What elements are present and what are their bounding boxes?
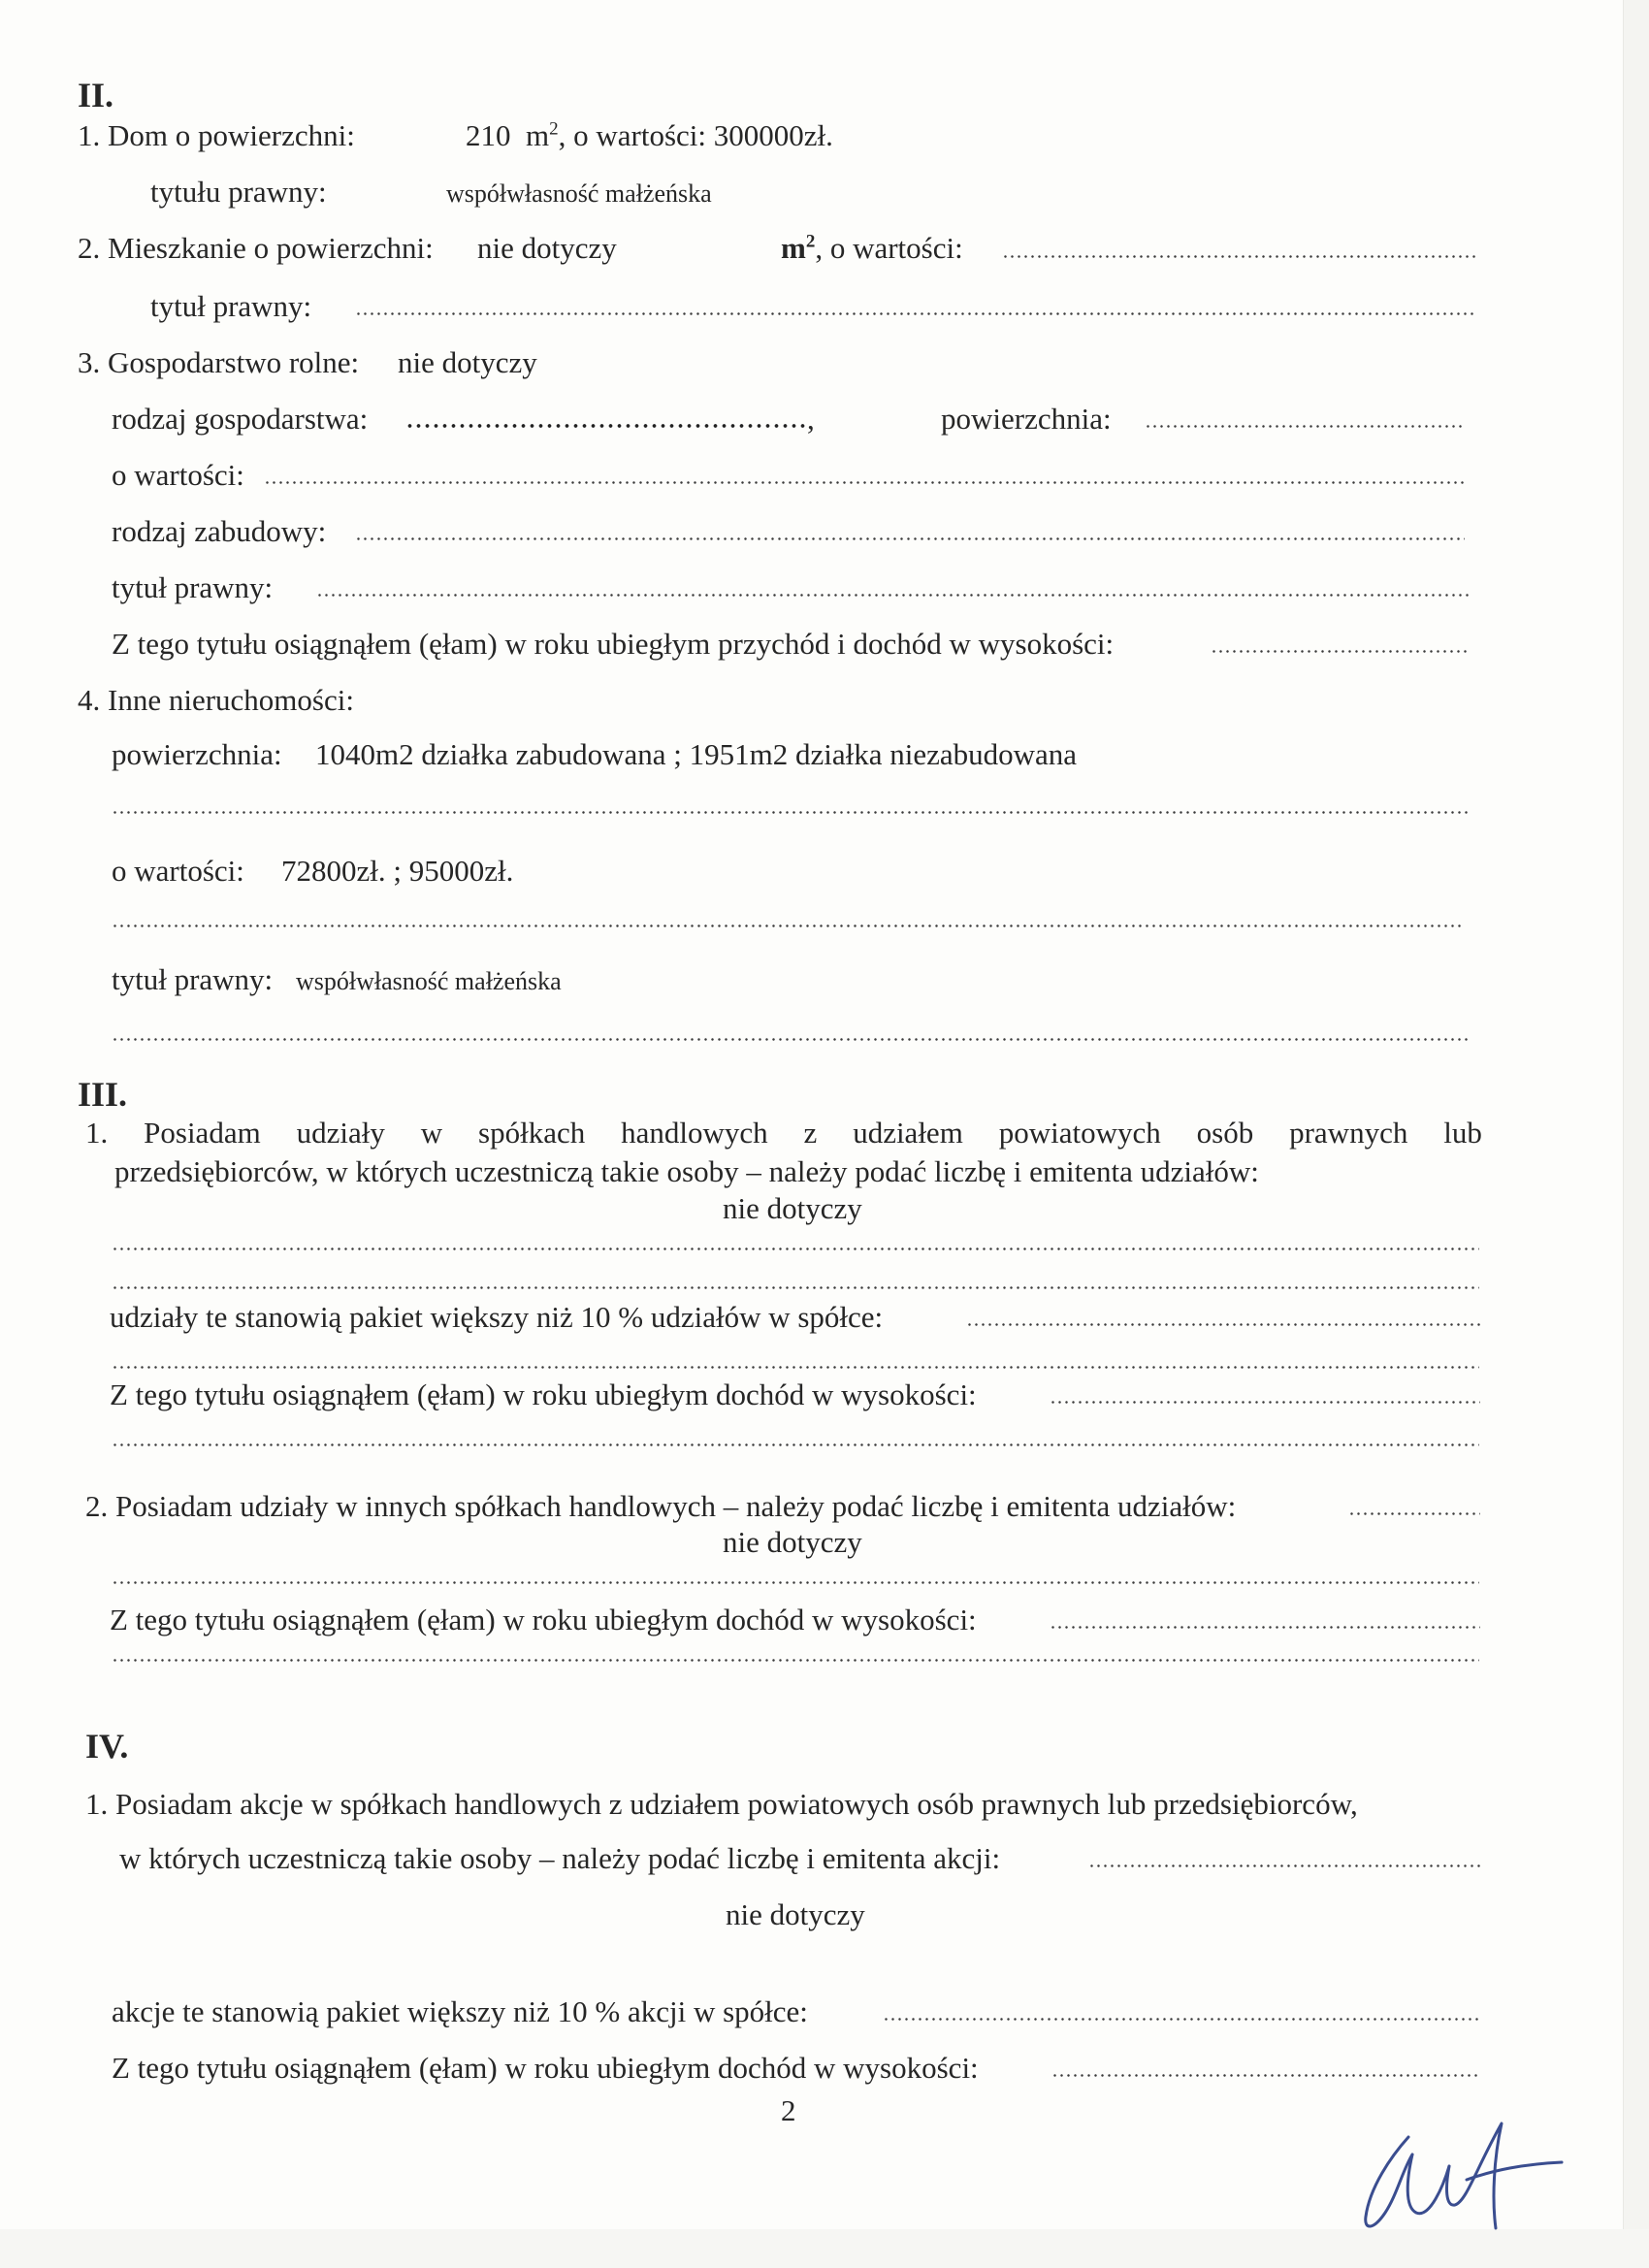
iii-q1-w11: lub — [1443, 1116, 1482, 1150]
flat-title-blank — [355, 312, 1476, 315]
iii-q1-package-label: udziały te stanowią pakiet większy niż 10 % udziałów w spółce: — [110, 1300, 884, 1334]
iii-q1-w2: udziały — [296, 1116, 385, 1150]
flat-unit-sup: 2 — [805, 231, 816, 252]
farm-value: nie dotyczy — [398, 345, 537, 379]
iii-q1-package-blank-2 — [112, 1366, 1479, 1369]
farm-kind-comma: , — [807, 402, 815, 436]
signature — [1348, 2110, 1571, 2241]
farm-build-blank — [355, 537, 1465, 540]
house-label: 1. Dom o powierzchni: — [78, 118, 355, 152]
farm-area-blank — [1145, 425, 1465, 428]
flat-value-label: , o wartości: — [815, 231, 963, 265]
flat-value-blank — [1002, 255, 1477, 258]
farm-build-label: rodzaj zabudowy: — [112, 514, 327, 548]
iv-q1-income-label: Z tego tytułu osiągnąłem (ęłam) w roku ubiegłym dochód w wysokości: — [112, 2051, 979, 2085]
iii-q1-income-label: Z tego tytułu osiągnąłem (ęłam) w roku ubiegłym dochód w wysokości: — [110, 1377, 977, 1411]
farm-income-label: Z tego tytułu osiągnąłem (ęłam) w roku ubiegłym przychód i dochód w wysokości: — [112, 627, 1115, 661]
farm-value-blank — [264, 481, 1465, 484]
iii-q1-blank-1 — [112, 1247, 1479, 1250]
house-area-value: 210 — [466, 118, 511, 152]
flat-area-value: nie dotyczy — [477, 231, 617, 265]
iii-q1-blank-2 — [112, 1286, 1479, 1289]
farm-title-blank — [316, 594, 1469, 597]
house-title-label: tytułu prawny: — [150, 175, 327, 209]
other-title-value: współwłasność małżeńska — [296, 967, 562, 995]
iii-q2-label: 2. Posiadam udziały w innych spółkach handlowych – należy podać liczbę i emitenta udziałów: — [85, 1489, 1237, 1523]
flat-label: 2. Mieszkanie o powierzchni: — [78, 231, 434, 265]
iv-q1-line1: 1. Posiadam akcje w spółkach handlowych z udziałem powiatowych osób prawnych lub przedsiębiorców, — [85, 1787, 1358, 1821]
iii-q1-w8: powiatowych — [998, 1116, 1161, 1150]
iv-q1-package-blank — [883, 2018, 1480, 2021]
scan-edge-right — [1623, 0, 1649, 2268]
section-ii-heading: II. — [78, 76, 114, 114]
other-title-label: tytuł prawny: — [112, 962, 274, 996]
other-label: 4. Inne nieruchomości: — [78, 683, 354, 717]
iii-q2-blank — [1348, 1512, 1480, 1515]
section-iii-heading: III. — [78, 1075, 128, 1114]
iii-q1-line2: przedsiębiorców, w których uczestniczą takie osoby – należy podać liczbę i emitenta udziałów: — [114, 1154, 1259, 1188]
iii-q2-income-blank — [1050, 1626, 1480, 1629]
iii-q1-w10: prawnych — [1289, 1116, 1408, 1150]
farm-title-label: tytuł prawny: — [112, 570, 274, 604]
iv-q1-blank — [1088, 1864, 1480, 1867]
iii-q1-w4: spółkach — [478, 1116, 586, 1150]
house-area — [466, 118, 833, 153]
iv-q1-answer: nie dotyczy — [726, 1897, 865, 1931]
house-value: , o wartości: 300000zł. — [558, 118, 833, 152]
other-value-value: 72800zł. ; 95000zł. — [281, 854, 514, 888]
flat-title-label: tytuł prawny: — [150, 289, 312, 323]
house-area-unit-sup: 2 — [549, 118, 559, 140]
iii-q2-answer: nie dotyczy — [723, 1525, 862, 1559]
iii-q2-income-blank-2 — [112, 1659, 1479, 1662]
iii-q1-w0: 1. — [85, 1116, 109, 1150]
other-title-blank — [112, 1038, 1470, 1041]
farm-label: 3. Gospodarstwo rolne: — [78, 345, 360, 379]
iii-q1-w5: handlowych — [621, 1116, 768, 1150]
iii-q1-w3: w — [420, 1116, 443, 1150]
iii-q2-income-label: Z tego tytułu osiągnąłem (ęłam) w roku ubiegłym dochód w wysokości: — [110, 1603, 977, 1636]
farm-area-label: powierzchnia: — [941, 402, 1112, 436]
iv-q1-income-blank — [1051, 2074, 1480, 2077]
house-area-unit: m — [526, 118, 550, 152]
iii-q1-income-blank — [1050, 1401, 1480, 1404]
flat-unit: m — [781, 231, 806, 265]
iii-q1-w1: Posiadam — [144, 1116, 261, 1150]
farm-kind-label: rodzaj gospodarstwa: — [112, 402, 369, 436]
iv-q1-line2: w których uczestniczą takie osoby – należy podać liczbę i emitenta akcji: — [119, 1841, 1001, 1875]
iv-q1-package-label: akcje te stanowią pakiet większy niż 10 % akcji w spółce: — [112, 1994, 808, 2028]
iii-q1-income-blank-2 — [112, 1443, 1479, 1446]
other-value-blank — [112, 924, 1465, 927]
farm-income-blank — [1211, 650, 1471, 653]
page-number: 2 — [781, 2093, 796, 2127]
house-title-value: współwłasność małżeńska — [446, 179, 712, 208]
iii-q2-blank-2 — [112, 1581, 1479, 1584]
iii-q1-package-blank — [966, 1323, 1480, 1326]
iii-q1-line1 — [85, 1116, 1482, 1150]
iii-q1-w7: udziałem — [853, 1116, 963, 1150]
other-area-label: powierzchnia: — [112, 737, 282, 771]
flat-value — [781, 231, 963, 266]
farm-kind-blank — [405, 424, 805, 428]
other-area-value: 1040m2 działka zabudowana ; 1951m2 działka niezabudowana — [315, 737, 1078, 771]
iii-q1-w9: osób — [1196, 1116, 1254, 1150]
iii-q1-answer: nie dotyczy — [723, 1191, 862, 1225]
iii-q1-w6: z — [803, 1116, 818, 1150]
other-area-blank — [112, 811, 1470, 814]
farm-value-label: o wartości: — [112, 458, 244, 492]
section-iv-heading: IV. — [85, 1727, 129, 1766]
other-value-label: o wartości: — [112, 854, 244, 888]
